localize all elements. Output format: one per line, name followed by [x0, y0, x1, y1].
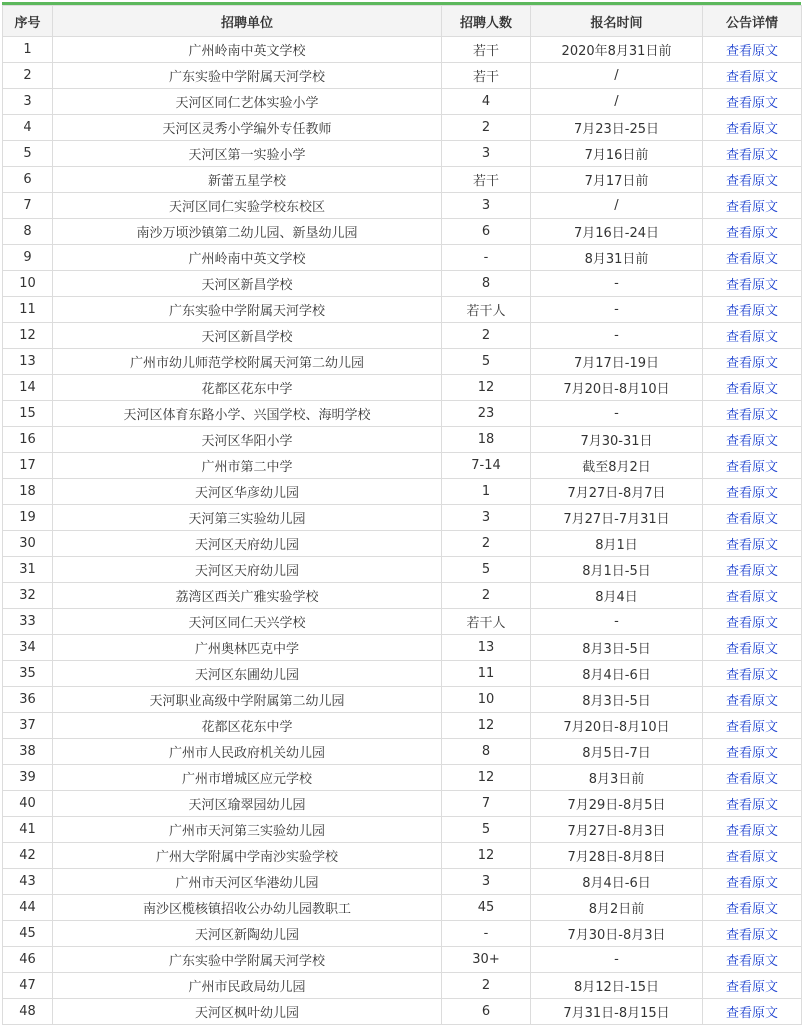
headcount-cell: 12 [442, 375, 531, 401]
view-original-link[interactable]: 查看原文 [725, 460, 778, 475]
details-cell [703, 297, 802, 323]
details-cell [703, 609, 802, 635]
table-body [3, 37, 802, 1025]
details-cell [703, 843, 802, 869]
table-row [3, 973, 802, 999]
table-row [3, 245, 802, 271]
registration-time-cell: 7月29日-8月5日 [531, 791, 703, 817]
employer-cell: 天河区体育东路小学、兴国学校、海明学校 [53, 401, 442, 427]
view-original-link[interactable]: 查看原文 [725, 720, 778, 735]
registration-time-cell: 7月17日前 [531, 167, 703, 193]
view-original-link[interactable]: 查看原文 [725, 798, 778, 813]
view-original-link[interactable]: 查看原文 [725, 902, 778, 917]
headcount-cell: 23 [442, 401, 531, 427]
table-row [3, 921, 802, 947]
table-row [3, 479, 802, 505]
recruitment-table [2, 5, 802, 1025]
row-number-cell: 11 [3, 297, 53, 323]
employer-cell: 南沙区榄核镇招收公办幼儿园教职工 [53, 895, 442, 921]
details-cell [703, 713, 802, 739]
employer-cell: 天河区同仁艺体实验小学 [53, 89, 442, 115]
headcount-cell: 7 [442, 791, 531, 817]
row-number-cell: 10 [3, 271, 53, 297]
registration-time-cell: / [531, 193, 703, 219]
employer-cell: 天河区同仁实验学校东校区 [53, 193, 442, 219]
row-number-cell: 5 [3, 141, 53, 167]
row-number-cell: 44 [3, 895, 53, 921]
headcount-cell: 2 [442, 973, 531, 999]
headcount-cell: 若干人 [442, 609, 531, 635]
table-row [3, 427, 802, 453]
registration-time-cell: 2020年8月31日前 [531, 37, 703, 63]
view-original-link[interactable]: 查看原文 [725, 538, 778, 553]
view-original-link[interactable]: 查看原文 [725, 278, 778, 293]
header-number: 序号 [3, 6, 53, 37]
row-number-cell: 13 [3, 349, 53, 375]
headcount-cell: 2 [442, 583, 531, 609]
registration-time-cell: 7月27日-8月7日 [531, 479, 703, 505]
row-number-cell: 33 [3, 609, 53, 635]
employer-cell: 天河职业高级中学附属第二幼儿园 [53, 687, 442, 713]
row-number-cell: 37 [3, 713, 53, 739]
row-number-cell: 32 [3, 583, 53, 609]
employer-cell: 广州市幼儿师范学校附属天河第二幼儿园 [53, 349, 442, 375]
headcount-cell: 6 [442, 999, 531, 1025]
registration-time-cell: 8月3日-5日 [531, 687, 703, 713]
registration-time-cell: 7月23日-25日 [531, 115, 703, 141]
table-row [3, 323, 802, 349]
details-cell [703, 635, 802, 661]
registration-time-cell: 7月27日-7月31日 [531, 505, 703, 531]
registration-time-cell: 8月2日前 [531, 895, 703, 921]
registration-time-cell: - [531, 323, 703, 349]
details-cell [703, 921, 802, 947]
view-original-link[interactable]: 查看原文 [725, 642, 778, 657]
details-cell [703, 973, 802, 999]
employer-cell: 广东实验中学附属天河学校 [53, 63, 442, 89]
headcount-cell: 30+ [442, 947, 531, 973]
table-row [3, 505, 802, 531]
employer-cell: 花都区花东中学 [53, 713, 442, 739]
table-row [3, 63, 802, 89]
employer-cell: 广州市民政局幼儿园 [53, 973, 442, 999]
employer-cell: 新蕾五星学校 [53, 167, 442, 193]
headcount-cell: 1 [442, 479, 531, 505]
view-original-link[interactable]: 查看原文 [725, 824, 778, 839]
row-number-cell: 16 [3, 427, 53, 453]
headcount-cell: 3 [442, 505, 531, 531]
details-cell [703, 817, 802, 843]
view-original-link[interactable]: 查看原文 [725, 148, 778, 163]
row-number-cell: 48 [3, 999, 53, 1025]
registration-time-cell: 7月28日-8月8日 [531, 843, 703, 869]
details-cell [703, 583, 802, 609]
details-cell [703, 453, 802, 479]
headcount-cell: 3 [442, 869, 531, 895]
table-row [3, 583, 802, 609]
headcount-cell: - [442, 921, 531, 947]
registration-time-cell: 8月12日-15日 [531, 973, 703, 999]
registration-time-cell: 8月1日-5日 [531, 557, 703, 583]
employer-cell: 广州市天河第三实验幼儿园 [53, 817, 442, 843]
row-number-cell: 6 [3, 167, 53, 193]
details-cell [703, 765, 802, 791]
header-employer: 招聘单位 [53, 6, 442, 37]
row-number-cell: 36 [3, 687, 53, 713]
details-cell [703, 141, 802, 167]
table-row [3, 115, 802, 141]
employer-cell: 广州市第二中学 [53, 453, 442, 479]
headcount-cell: 18 [442, 427, 531, 453]
view-original-link[interactable]: 查看原文 [725, 1006, 778, 1021]
headcount-cell: 2 [442, 531, 531, 557]
employer-cell: 天河区灵秀小学编外专任教师 [53, 115, 442, 141]
view-original-link[interactable]: 查看原文 [725, 512, 778, 527]
registration-time-cell: 7月16日-24日 [531, 219, 703, 245]
employer-cell: 天河区瑜翠园幼儿园 [53, 791, 442, 817]
view-original-link[interactable]: 查看原文 [725, 44, 778, 59]
table-row [3, 89, 802, 115]
header-announcement-details: 公告详情 [703, 6, 802, 37]
details-cell [703, 895, 802, 921]
table-row [3, 713, 802, 739]
headcount-cell: 若干 [442, 37, 531, 63]
registration-time-cell: 8月5日-7日 [531, 739, 703, 765]
view-original-link[interactable]: 查看原文 [725, 668, 778, 683]
header-headcount: 招聘人数 [442, 6, 531, 37]
view-original-link[interactable]: 查看原文 [725, 382, 778, 397]
headcount-cell: 12 [442, 843, 531, 869]
view-original-link[interactable]: 查看原文 [725, 486, 778, 501]
view-original-link[interactable]: 查看原文 [725, 408, 778, 423]
registration-time-cell: - [531, 401, 703, 427]
employer-cell: 广州大学附属中学南沙实验学校 [53, 843, 442, 869]
row-number-cell: 19 [3, 505, 53, 531]
registration-time-cell: 7月30日-8月3日 [531, 921, 703, 947]
registration-time-cell: - [531, 271, 703, 297]
details-cell [703, 245, 802, 271]
registration-time-cell: 7月30-31日 [531, 427, 703, 453]
row-number-cell: 1 [3, 37, 53, 63]
view-original-link[interactable]: 查看原文 [725, 434, 778, 449]
registration-time-cell: 7月31日-8月15日 [531, 999, 703, 1025]
table-row [3, 739, 802, 765]
headcount-cell: 10 [442, 687, 531, 713]
row-number-cell: 4 [3, 115, 53, 141]
headcount-cell: 5 [442, 557, 531, 583]
view-original-link[interactable]: 查看原文 [725, 356, 778, 371]
employer-cell: 天河区新陶幼儿园 [53, 921, 442, 947]
table-row [3, 765, 802, 791]
headcount-cell: 3 [442, 193, 531, 219]
table-row [3, 219, 802, 245]
details-cell [703, 531, 802, 557]
view-original-link[interactable]: 查看原文 [725, 616, 778, 631]
details-cell [703, 401, 802, 427]
registration-time-cell: 8月31日前 [531, 245, 703, 271]
row-number-cell: 7 [3, 193, 53, 219]
registration-time-cell: / [531, 63, 703, 89]
row-number-cell: 43 [3, 869, 53, 895]
row-number-cell: 35 [3, 661, 53, 687]
registration-time-cell: / [531, 89, 703, 115]
row-number-cell: 9 [3, 245, 53, 271]
row-number-cell: 3 [3, 89, 53, 115]
employer-cell: 广州岭南中英文学校 [53, 37, 442, 63]
table-row [3, 869, 802, 895]
view-original-link[interactable]: 查看原文 [725, 928, 778, 943]
view-original-link[interactable]: 查看原文 [725, 876, 778, 891]
view-original-link[interactable]: 查看原文 [725, 70, 778, 85]
table-row [3, 271, 802, 297]
employer-cell: 广州奥林匹克中学 [53, 635, 442, 661]
recruitment-table-container [2, 2, 801, 1025]
details-cell [703, 271, 802, 297]
view-original-link[interactable]: 查看原文 [725, 252, 778, 267]
employer-cell: 广州市天河区华港幼儿园 [53, 869, 442, 895]
headcount-cell: 3 [442, 141, 531, 167]
registration-time-cell: - [531, 609, 703, 635]
table-row [3, 609, 802, 635]
table-row [3, 37, 802, 63]
headcount-cell: 12 [442, 765, 531, 791]
employer-cell: 天河区枫叶幼儿园 [53, 999, 442, 1025]
details-cell [703, 999, 802, 1025]
view-original-link[interactable]: 查看原文 [725, 200, 778, 215]
table-row [3, 167, 802, 193]
table-row [3, 349, 802, 375]
view-original-link[interactable]: 查看原文 [725, 226, 778, 241]
headcount-cell: - [442, 245, 531, 271]
table-row [3, 999, 802, 1025]
details-cell [703, 791, 802, 817]
employer-cell: 天河区东圃幼儿园 [53, 661, 442, 687]
headcount-cell: 5 [442, 817, 531, 843]
employer-cell: 天河区同仁天兴学校 [53, 609, 442, 635]
table-row [3, 141, 802, 167]
registration-time-cell: 7月20日-8月10日 [531, 375, 703, 401]
employer-cell: 天河区第一实验小学 [53, 141, 442, 167]
row-number-cell: 17 [3, 453, 53, 479]
headcount-cell: 7-14 [442, 453, 531, 479]
employer-cell: 广东实验中学附属天河学校 [53, 297, 442, 323]
view-original-link[interactable]: 查看原文 [725, 954, 778, 969]
details-cell [703, 89, 802, 115]
row-number-cell: 14 [3, 375, 53, 401]
view-original-link[interactable]: 查看原文 [725, 850, 778, 865]
headcount-cell: 5 [442, 349, 531, 375]
employer-cell: 天河区新昌学校 [53, 271, 442, 297]
headcount-cell: 若干 [442, 167, 531, 193]
view-original-link[interactable]: 查看原文 [725, 980, 778, 995]
row-number-cell: 38 [3, 739, 53, 765]
table-row [3, 401, 802, 427]
row-number-cell: 42 [3, 843, 53, 869]
registration-time-cell: 截至8月2日 [531, 453, 703, 479]
row-number-cell: 30 [3, 531, 53, 557]
header-registration-time: 报名时间 [531, 6, 703, 37]
details-cell [703, 479, 802, 505]
details-cell [703, 869, 802, 895]
table-row [3, 635, 802, 661]
table-row [3, 791, 802, 817]
view-original-link[interactable]: 查看原文 [725, 772, 778, 787]
row-number-cell: 31 [3, 557, 53, 583]
headcount-cell: 2 [442, 115, 531, 141]
employer-cell: 天河区新昌学校 [53, 323, 442, 349]
registration-time-cell: 7月20日-8月10日 [531, 713, 703, 739]
details-cell [703, 37, 802, 63]
table-row [3, 193, 802, 219]
row-number-cell: 45 [3, 921, 53, 947]
registration-time-cell: - [531, 947, 703, 973]
row-number-cell: 47 [3, 973, 53, 999]
headcount-cell: 8 [442, 271, 531, 297]
registration-time-cell: 8月3日-5日 [531, 635, 703, 661]
details-cell [703, 193, 802, 219]
headcount-cell: 4 [442, 89, 531, 115]
table-row [3, 453, 802, 479]
employer-cell: 荔湾区西关广雅实验学校 [53, 583, 442, 609]
registration-time-cell: 8月3日前 [531, 765, 703, 791]
details-cell [703, 687, 802, 713]
row-number-cell: 15 [3, 401, 53, 427]
row-number-cell: 8 [3, 219, 53, 245]
headcount-cell: 若干 [442, 63, 531, 89]
employer-cell: 广州岭南中英文学校 [53, 245, 442, 271]
employer-cell: 南沙万顷沙镇第二幼儿园、新垦幼儿园 [53, 219, 442, 245]
details-cell [703, 505, 802, 531]
registration-time-cell: 7月17日-19日 [531, 349, 703, 375]
table-row [3, 375, 802, 401]
row-number-cell: 12 [3, 323, 53, 349]
headcount-cell: 若干人 [442, 297, 531, 323]
details-cell [703, 739, 802, 765]
view-original-link[interactable]: 查看原文 [725, 96, 778, 111]
details-cell [703, 947, 802, 973]
row-number-cell: 2 [3, 63, 53, 89]
row-number-cell: 18 [3, 479, 53, 505]
details-cell [703, 167, 802, 193]
row-number-cell: 34 [3, 635, 53, 661]
row-number-cell: 39 [3, 765, 53, 791]
details-cell [703, 375, 802, 401]
employer-cell: 天河区华阳小学 [53, 427, 442, 453]
headcount-cell: 13 [442, 635, 531, 661]
row-number-cell: 46 [3, 947, 53, 973]
headcount-cell: 12 [442, 713, 531, 739]
table-row [3, 557, 802, 583]
view-original-link[interactable]: 查看原文 [725, 694, 778, 709]
table-row [3, 895, 802, 921]
employer-cell: 天河区天府幼儿园 [53, 557, 442, 583]
details-cell [703, 323, 802, 349]
table-header-row [3, 6, 802, 37]
details-cell [703, 219, 802, 245]
registration-time-cell: 8月4日-6日 [531, 661, 703, 687]
details-cell [703, 661, 802, 687]
headcount-cell: 6 [442, 219, 531, 245]
view-original-link[interactable]: 查看原文 [725, 746, 778, 761]
table-row [3, 661, 802, 687]
row-number-cell: 40 [3, 791, 53, 817]
details-cell [703, 115, 802, 141]
view-original-link[interactable]: 查看原文 [725, 564, 778, 579]
registration-time-cell: 8月4日-6日 [531, 869, 703, 895]
details-cell [703, 349, 802, 375]
table-row [3, 531, 802, 557]
employer-cell: 天河第三实验幼儿园 [53, 505, 442, 531]
registration-time-cell: 8月1日 [531, 531, 703, 557]
view-original-link[interactable]: 查看原文 [725, 174, 778, 189]
table-row [3, 947, 802, 973]
employer-cell: 天河区天府幼儿园 [53, 531, 442, 557]
employer-cell: 广东实验中学附属天河学校 [53, 947, 442, 973]
table-row [3, 297, 802, 323]
employer-cell: 广州市增城区应元学校 [53, 765, 442, 791]
details-cell [703, 557, 802, 583]
employer-cell: 天河区华彦幼儿园 [53, 479, 442, 505]
view-original-link[interactable]: 查看原文 [725, 330, 778, 345]
table-row [3, 843, 802, 869]
row-number-cell: 41 [3, 817, 53, 843]
view-original-link[interactable]: 查看原文 [725, 304, 778, 319]
view-original-link[interactable]: 查看原文 [725, 122, 778, 137]
headcount-cell: 2 [442, 323, 531, 349]
details-cell [703, 63, 802, 89]
registration-time-cell: - [531, 297, 703, 323]
registration-time-cell: 7月27日-8月3日 [531, 817, 703, 843]
registration-time-cell: 7月16日前 [531, 141, 703, 167]
headcount-cell: 45 [442, 895, 531, 921]
headcount-cell: 11 [442, 661, 531, 687]
details-cell [703, 427, 802, 453]
view-original-link[interactable]: 查看原文 [725, 590, 778, 605]
registration-time-cell: 8月4日 [531, 583, 703, 609]
headcount-cell: 8 [442, 739, 531, 765]
table-row [3, 817, 802, 843]
table-row [3, 687, 802, 713]
employer-cell: 花都区花东中学 [53, 375, 442, 401]
employer-cell: 广州市人民政府机关幼儿园 [53, 739, 442, 765]
